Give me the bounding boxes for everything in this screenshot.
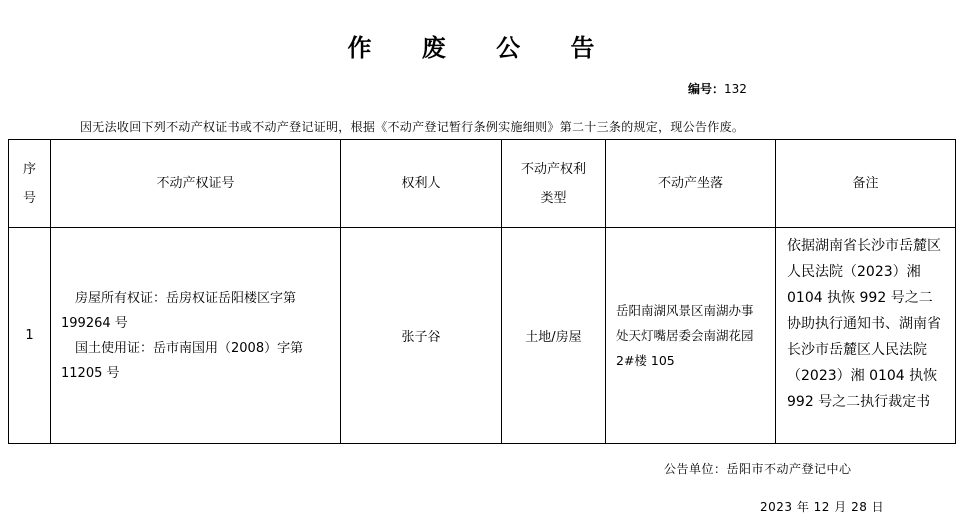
header-right-type [502, 140, 606, 228]
cell-owner: 张子谷 [341, 228, 502, 444]
issuer-line: 公告单位：岳阳市不动产登记中心 [664, 462, 852, 476]
cell-location: 岳阳南湖风景区南湖办事处天灯嘴居委会南湖花园 2#楼 105 [606, 228, 776, 444]
cell-cert-number [51, 228, 341, 444]
header-index-line2: 号 [22, 190, 36, 206]
document-number-value: 132 [724, 82, 747, 96]
header-index-line1: 序 [22, 161, 36, 177]
header-location: 不动产坐落 [606, 140, 776, 228]
document-number [688, 80, 747, 97]
header-right-type-line1: 不动产权利 [520, 161, 586, 177]
header-right-type-line2: 类型 [540, 190, 567, 206]
cell-right-type: 土地/房屋 [502, 228, 606, 444]
cell-index: 1 [9, 228, 51, 444]
header-remarks: 备注 [776, 140, 956, 228]
cert-house-line2: 199264 号 [61, 315, 128, 331]
table-row [9, 228, 956, 444]
voided-certificates-table [8, 139, 956, 444]
cell-remarks: 依据湖南省长沙市岳麓区人民法院（2023）湘 0104 执恢 992 号之二协助执行通知书、湖南省长沙市岳麓区人民法院（2023）湘 0104 执恢 992 号之二执行裁定书 [776, 228, 956, 444]
cert-house-line1: 房屋所有权证：岳房权证岳阳楼区字第 [75, 290, 297, 306]
notice-title: 作 废 公 告 [347, 34, 616, 62]
table-header-row [9, 140, 956, 228]
issue-date: 2023 年 12 月 28 日 [760, 500, 885, 514]
header-owner: 权利人 [341, 140, 502, 228]
header-cert-number: 不动产权证号 [51, 140, 341, 228]
cert-land-line2: 11205 号 [61, 365, 120, 381]
document-number-label: 编号： [688, 82, 725, 96]
cert-land-line1: 国土使用证：岳市南国用（2008）字第 [75, 340, 304, 356]
intro-paragraph: 因无法收回下列不动产权证书或不动产登记证明，根据《不动产登记暂行条例实施细则》第二十三条的规定，现公告作废。 [80, 120, 745, 134]
header-index [9, 140, 51, 228]
